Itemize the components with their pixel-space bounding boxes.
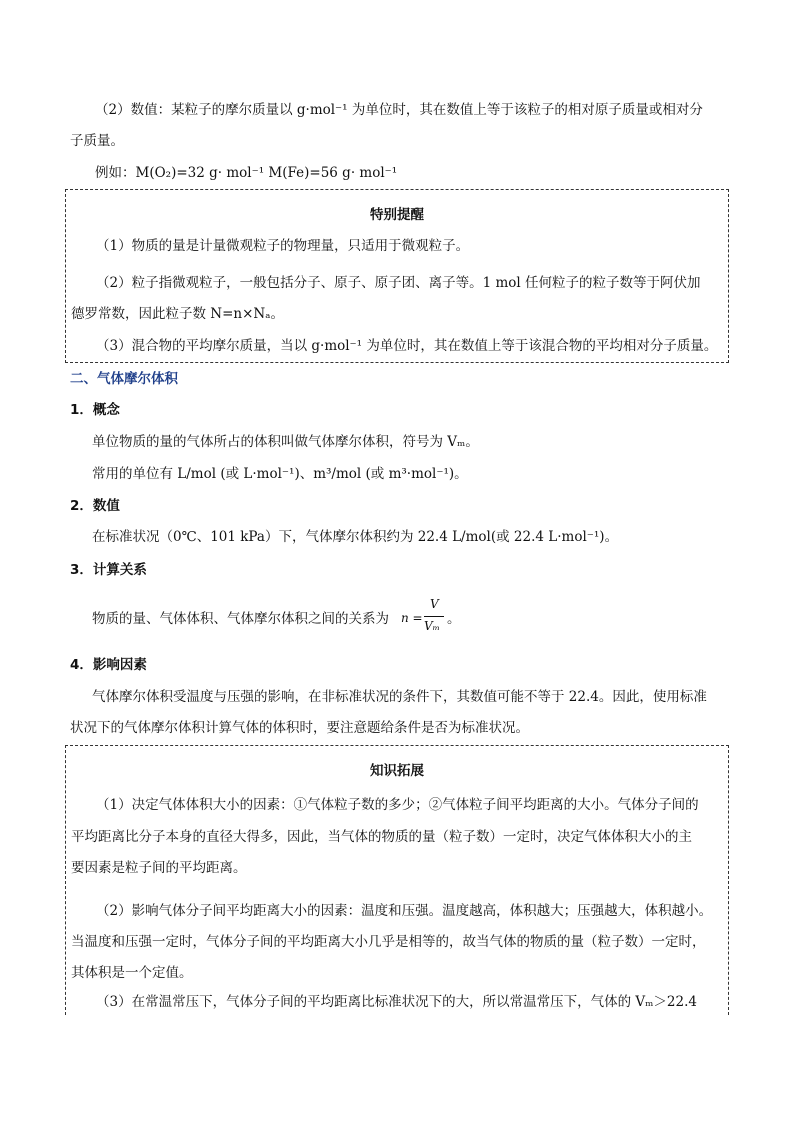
calculation-end: 。 (447, 611, 461, 627)
knowledge-extension-title: 知识拓展 (370, 763, 424, 779)
factors-line1: 气体摩尔体积受温度与压强的影响，在非标准状况的条件下，其数值可能不等于 22.4。因此，使用标准 (92, 689, 707, 705)
calculation-text: 物质的量、气体体积、气体摩尔体积之间的关系为 (92, 611, 389, 627)
formula-fraction-bar (424, 616, 444, 617)
formula-denominator: Vₘ (424, 619, 441, 633)
value-line1: 在标准状况（0℃、101 kPa）下，气体摩尔体积约为 22.4 L/mol(或 22.4 L·mol⁻¹)。 (92, 529, 619, 545)
example-line: 例如：M(O₂)=32 g· mol⁻¹ M(Fe)=56 g· mol⁻¹ (95, 165, 398, 181)
reminder-item-1: （1）物质的量是计量微观粒子的物理量，只适用于微观粒子。 (96, 238, 470, 254)
extension-item-1-line2: 平均距离比分子本身的直径大得多，因此，当气体的物质的量（粒子数）一定时，决定气体体积大小的主 (71, 829, 692, 845)
p2-line1: （2）数值：某粒子的摩尔质量以 g·mol⁻¹ 为单位时，其在数值上等于该粒子的相对原子质量或相对分 (95, 102, 703, 118)
reminder-item-2-line2: 德罗常数，因此粒子数 N=n×Nₐ。 (71, 306, 284, 322)
extension-item-3-line1: （3）在常温常压下，气体分子间的平均距离比标准状况下的大，所以常温常压下，气体的 Vₘ＞22.4 (96, 994, 697, 1010)
subheading-concept: 1．概念 (70, 402, 120, 418)
formula-lhs: n = (401, 611, 423, 625)
subheading-calculation: 3．计算关系 (70, 562, 147, 578)
extension-item-2-line3: 其体积是一个定值。 (71, 965, 193, 981)
extension-item-1-line1: （1）决定气体体积大小的因素：①气体粒子数的多少；②气体粒子间平均距离的大小。气体分子间的 (96, 797, 699, 813)
p2-line2: 子质量。 (70, 133, 124, 149)
section-heading-gas-molar-volume: 二、气体摩尔体积 (70, 371, 178, 387)
special-reminder-title: 特别提醒 (370, 207, 424, 223)
extension-item-2-line2: 当温度和压强一定时，气体分子间的平均距离大小几乎是相等的，故当气体的物质的量（粒子数）一定时， (71, 934, 706, 950)
extension-item-1-line3: 要因素是粒子间的平均距离。 (71, 860, 247, 876)
extension-item-2-line1: （2）影响气体分子间平均距离大小的因素：温度和压强。温度越高，体积越大；压强越大，体积越小。 (96, 903, 713, 919)
reminder-item-2-line1: （2）粒子指微观粒子，一般包括分子、原子、原子团、离子等。1 mol 任何粒子的粒子数等于阿伏加 (96, 275, 701, 291)
special-reminder-box (65, 189, 729, 363)
factors-line2: 状况下的气体摩尔体积计算气体的体积时，要注意题给条件是否为标准状况。 (70, 720, 529, 736)
knowledge-extension-box (65, 745, 729, 1015)
formula-numerator: V (430, 597, 439, 611)
subheading-value: 2．数值 (70, 498, 120, 514)
reminder-item-3: （3）混合物的平均摩尔质量，当以 g·mol⁻¹ 为单位时，其在数值上等于该混合物的平均相对分子质量。 (96, 338, 718, 354)
concept-line2: 常用的单位有 L/mol (或 L·mol⁻¹)、m³/mol (或 m³·mol⁻¹)。 (92, 466, 468, 482)
subheading-factors: 4．影响因素 (70, 657, 147, 673)
concept-line1: 单位物质的量的气体所占的体积叫做气体摩尔体积，符号为 Vₘ。 (92, 434, 479, 450)
